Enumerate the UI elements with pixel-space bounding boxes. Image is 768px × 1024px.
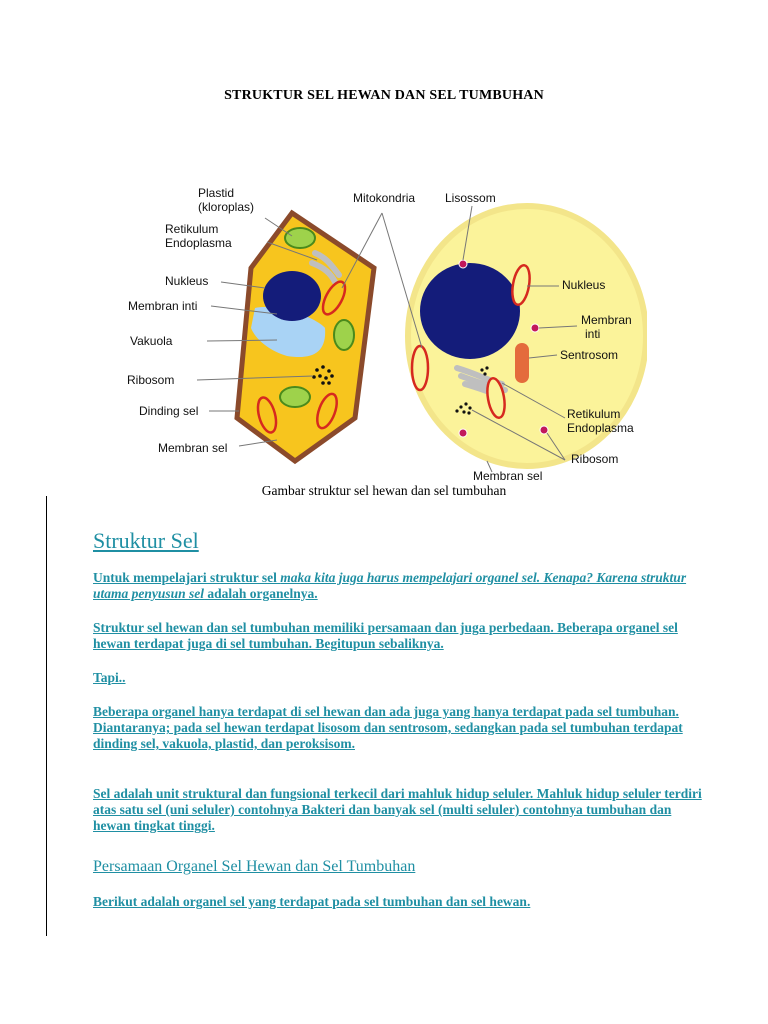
paragraph-intro (93, 570, 703, 602)
section-heading (93, 528, 703, 554)
label-lisosom: Lisossom (445, 191, 496, 205)
lysosome-2 (531, 324, 539, 332)
label-retikulum-animal-1: Retikulum (567, 407, 621, 421)
lysosome-3 (459, 429, 467, 437)
label-retikulum-plant-1: Retikulum (165, 222, 219, 236)
margin-rule (46, 496, 47, 936)
article-content (93, 528, 703, 928)
centrosome (515, 343, 529, 383)
chloroplast-2 (334, 320, 354, 350)
paragraph-differences-link[interactable]: Beberapa organel hanya terdapat di sel hewan dan ada juga yang hanya terdapat pada sel tumbuhan. Diantaranya; pada sel hewan terdapat lisosom dan sentrosom, sedangkan pada sel tumbuhan terdapat dinding sel, vakuola, plastid, dan peroksisom. (93, 704, 683, 751)
lysosome-4 (540, 426, 548, 434)
label-ribosom-animal: Ribosom (571, 452, 619, 466)
subheading-link[interactable]: Persamaan Organel Sel Hewan dan Sel Tumbuhan (93, 858, 416, 875)
label-membran-sel-animal: Membran sel (473, 469, 543, 483)
paragraph-definition (93, 786, 703, 834)
label-dinding-sel: Dinding sel (139, 404, 199, 418)
animal-nucleus (418, 261, 522, 361)
cell-structure-figure (127, 178, 647, 483)
paragraph-differences (93, 704, 703, 752)
label-kloroplas: (kloroplas) (198, 200, 255, 214)
chloroplast-3 (280, 387, 310, 407)
label-vakuola: Vakuola (130, 334, 173, 348)
chloroplast-1 (285, 228, 315, 248)
paragraph-comparison (93, 620, 703, 652)
lysosome-1 (459, 260, 467, 268)
page-title: STRUKTUR SEL HEWAN DAN SEL TUMBUHAN (224, 88, 544, 103)
paragraph-tapi (93, 670, 703, 686)
label-mitokondria: Mitokondria (353, 191, 416, 205)
label-membran-inti-animal-1: Membran (581, 313, 632, 327)
label-plastid: Plastid (198, 186, 235, 200)
paragraph-tapi-link[interactable]: Tapi.. (93, 670, 126, 685)
paragraph-intro-link[interactable]: Untuk mempelajari struktur sel maka kita juga harus mempelajari organel sel. Kenapa? Karena struktur utama penyusun sel adalah organelnya. (93, 570, 687, 601)
figure-caption: Gambar struktur sel hewan dan sel tumbuhan (261, 483, 507, 498)
paragraph-definition-link[interactable]: Sel adalah unit struktural dan fungsional terkecil dari mahluk hidup seluler. Mahluk hidup seluler terdiri atas satu sel (uni seluler) contohnya Bakteri dan banyak sel (multi seluler) contohnya tumbuhan dan hewan tingkat tinggi. (93, 786, 702, 833)
label-nukleus-plant: Nukleus (165, 274, 209, 288)
cell-diagram (127, 178, 647, 483)
label-membran-inti-plant: Membran inti (128, 299, 198, 313)
label-nukleus-animal: Nukleus (562, 278, 606, 292)
paragraph-list-intro-link[interactable]: Berikut adalah organel sel yang terdapat pada sel tumbuhan dan sel hewan. (93, 894, 531, 909)
label-sentrosom: Sentrosom (560, 348, 619, 362)
label-membran-sel-plant: Membran sel (158, 441, 228, 455)
paragraph-list-intro (93, 894, 703, 910)
section-heading-link[interactable]: Struktur Sel (93, 528, 199, 553)
paragraph-comparison-link[interactable]: Struktur sel hewan dan sel tumbuhan memiliki persamaan dan juga perbedaan. Beberapa organel sel hewan terdapat juga di sel tumbuhan. Begitupun sebaliknya. (93, 620, 678, 651)
subheading (93, 858, 703, 876)
label-retikulum-plant-2: Endoplasma (165, 236, 232, 250)
label-ribosom-plant: Ribosom (127, 373, 175, 387)
animal-mitochondria-1 (412, 346, 428, 390)
label-retikulum-animal-2: Endoplasma (567, 421, 634, 435)
label-membran-inti-animal-2: inti (585, 327, 601, 341)
